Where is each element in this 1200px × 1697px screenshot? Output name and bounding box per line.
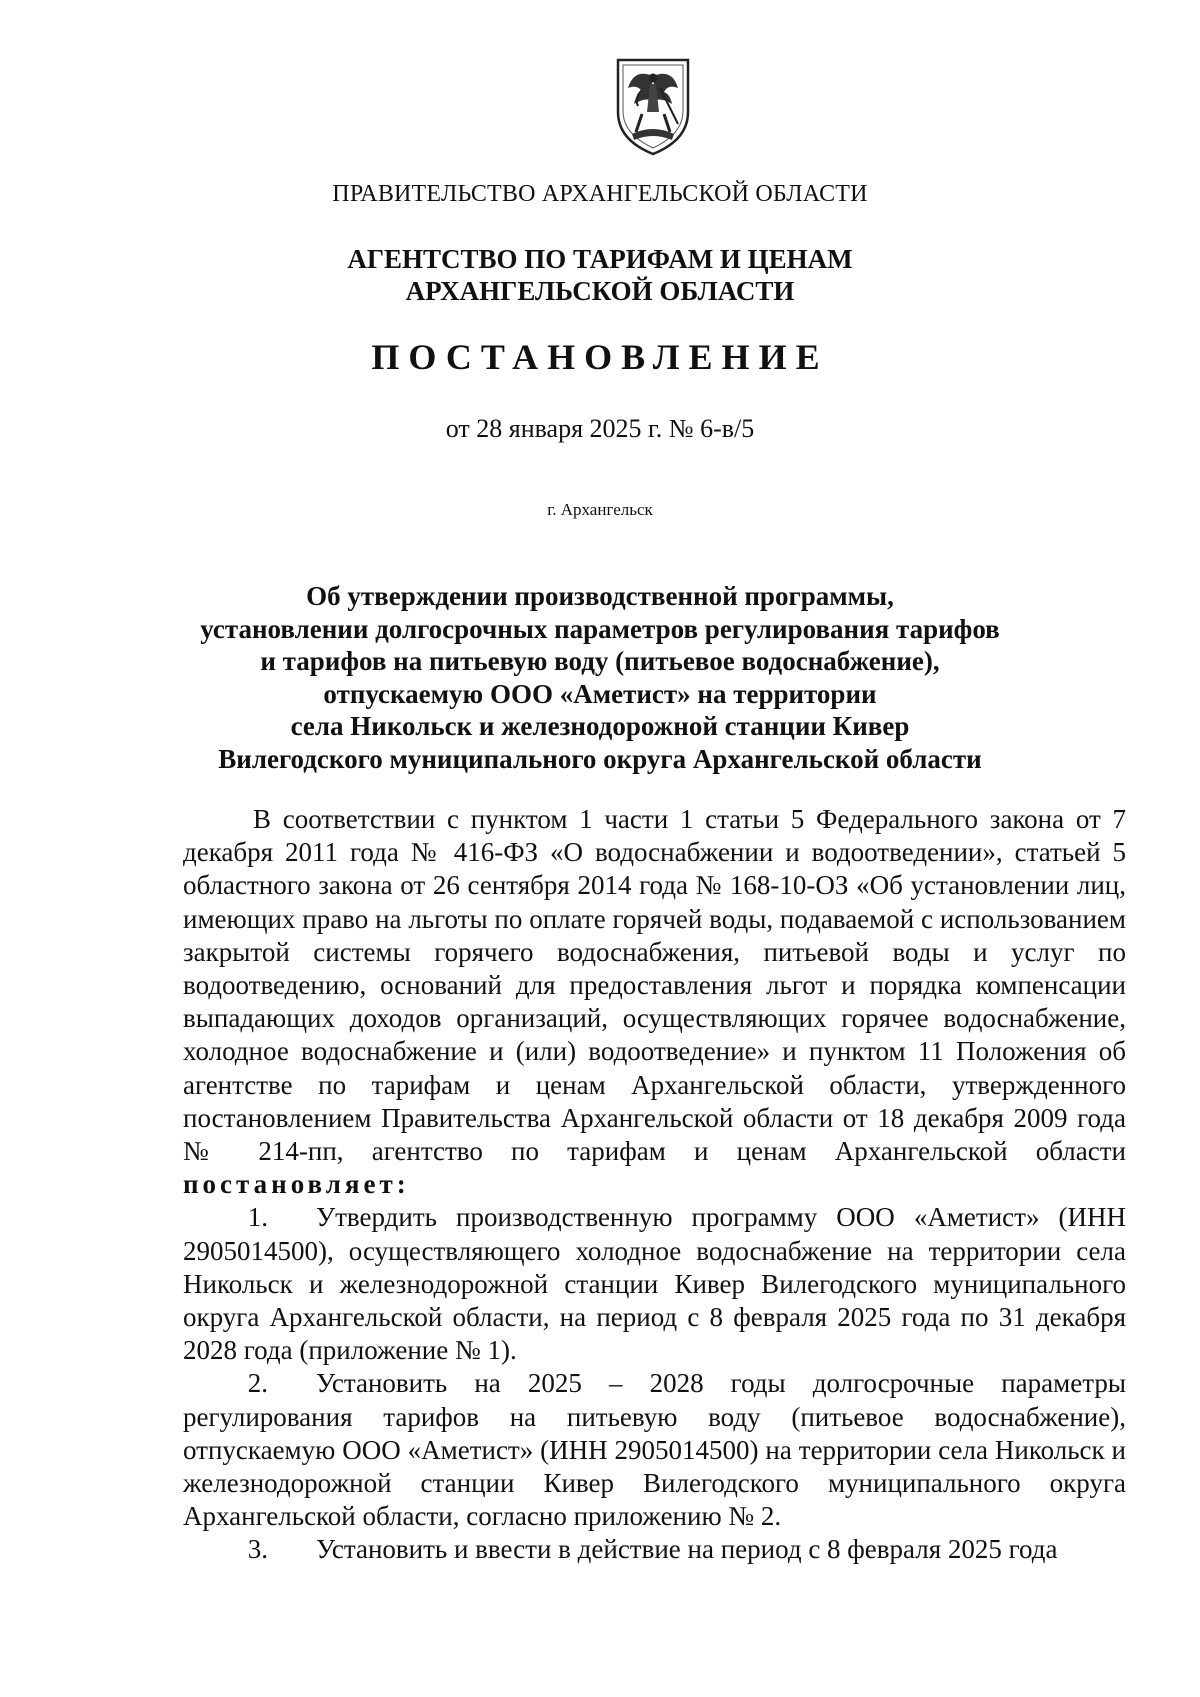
document-type-title: ПОСТАНОВЛЕНИЕ: [371, 337, 829, 377]
document-city: г. Архангельск: [547, 500, 653, 519]
agency-heading-line-1: АГЕНТСТВО ПО ТАРИФАМ И ЦЕНАМ: [347, 244, 853, 274]
item-number: 3.: [247, 1534, 268, 1565]
resolution-item-2: [183, 1367, 1126, 1533]
item-text: Утвердить производственную программу ООО «Аметист» (ИНН 2905014500), осуществляющего холодное водоснабжение на территории села Никольск и железнодорожной станции Кивер Вилегодского муниципального округа Архангельской области, на период с 8 февраля 2025 года по 31 декабря 2028 года (приложение № 1).: [183, 1202, 1126, 1366]
document-body: [183, 803, 1126, 1567]
title-line: отпускаемую ООО «Аметист» на территории: [323, 678, 877, 709]
agency-heading-line-2: АРХАНГЕЛЬСКОЙ ОБЛАСТИ: [405, 276, 795, 306]
government-heading: ПРАВИТЕЛЬСТВО АРХАНГЕЛЬСКОЙ ОБЛАСТИ: [332, 181, 868, 207]
resolution-item-1: [183, 1201, 1126, 1367]
agency-heading: [0, 243, 1200, 307]
title-line: и тарифов на питьевую воду (питьевое водоснабжение),: [260, 646, 940, 676]
preamble-paragraph: [183, 803, 1126, 1201]
coat-of-arms-emblem: [612, 54, 694, 158]
resolution-item-3: [183, 1533, 1126, 1566]
item-number: 1.: [247, 1202, 268, 1233]
title-line: Вилегодского муниципального округа Архангельской области: [218, 743, 982, 774]
item-text: Установить на 2025 – 2028 годы долгосрочные параметры регулирования тарифов на питьевую воду (питьевое водоснабжение), отпускаемую ООО «Аметист» (ИНН 2905014500) на территории села Никольск и железнодорожной станции Кивер Вилегодского муниципального округа Архангельской области, согласно приложению № 2.: [183, 1368, 1126, 1532]
title-line: Об утверждении производственной программы,: [306, 581, 894, 611]
resolves-word: постановляет:: [183, 1169, 410, 1200]
document-subject-title: [0, 580, 1200, 775]
item-number: 2.: [247, 1368, 268, 1399]
item-text: Установить и ввести в действие на период с 8 февраля 2025 года: [316, 1534, 1058, 1565]
document-date-number: от 28 января 2025 г. № 6-в/5: [445, 414, 755, 443]
title-line: установлении долгосрочных параметров регулирования тарифов: [200, 613, 1000, 644]
title-line: села Никольск и железнодорожной станции Кивер: [290, 711, 910, 741]
preamble-text: В соответствии с пунктом 1 части 1 статьи 5 Федерального закона от 7 декабря 2011 года № 416-ФЗ «О водоснабжении и водоотведении», статьей 5 областного закона от 26 сентября 2014 года № 168-10-ОЗ «Об установлении лиц, имеющих право на льготы по оплате горячей воды, подаваемой с использованием закрытой системы горячего водоснабжения, питьевой воды и услуг по водоотведению, оснований для предоставления льгот и порядка компенсации выпадающих доходов организаций, осуществляющих горячее водоснабжение, холодное водоснабжение и (или) водоотведение» и пунктом 11 Положения об агентстве по тарифам и ценам Архангельской области, утвержденного постановлением Правительства Архангельской области от 18 декабря 2009 года № 214-пп, агентство по тарифам и ценам Архангельской области: [183, 804, 1126, 1167]
